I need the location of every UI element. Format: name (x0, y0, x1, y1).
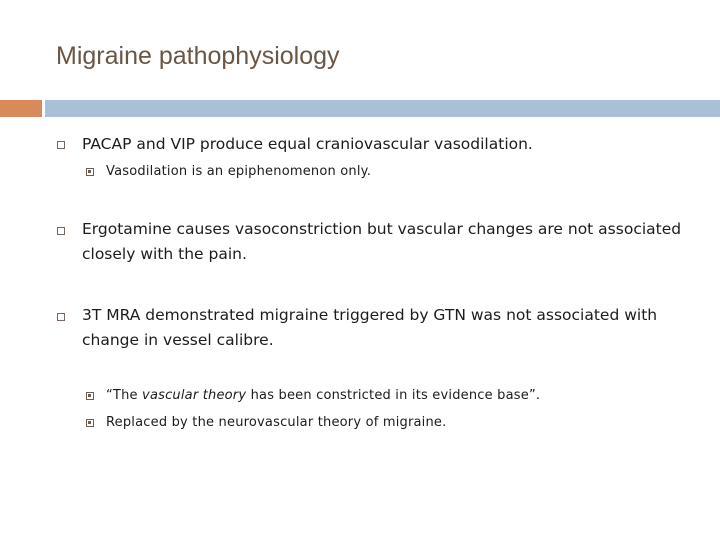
bullet-text: 3T MRA demonstrated migraine triggered by GTN was not associated with change in vessel calibre. (82, 306, 658, 349)
filled-square-bullet-icon (86, 168, 94, 176)
filled-square-bullet-icon (86, 419, 94, 427)
hollow-square-bullet-icon (57, 227, 65, 235)
sub-bullet-text: Vasodilation is an epiphenomenon only. (106, 164, 372, 179)
sub-bullet-text: Replaced by the neurovascular theory of migraine. (106, 415, 447, 430)
hollow-square-bullet-icon (57, 313, 65, 321)
quote-italic: vascular theory (142, 388, 247, 403)
sub-bullet-quote (106, 386, 686, 406)
hollow-square-bullet-icon (57, 141, 65, 149)
quote-open: “The (106, 388, 143, 403)
quote-close: has been constricted in its evidence base”. (246, 388, 541, 403)
filled-square-bullet-icon (86, 392, 94, 400)
bullet-text: Ergotamine causes vasoconstriction but vascular changes are not associated closely with the pain. (82, 220, 682, 263)
slide-title: Migraine pathophysiology (56, 42, 340, 70)
bullet-text: PACAP and VIP produce equal craniovascular vasodilation. (82, 135, 533, 153)
